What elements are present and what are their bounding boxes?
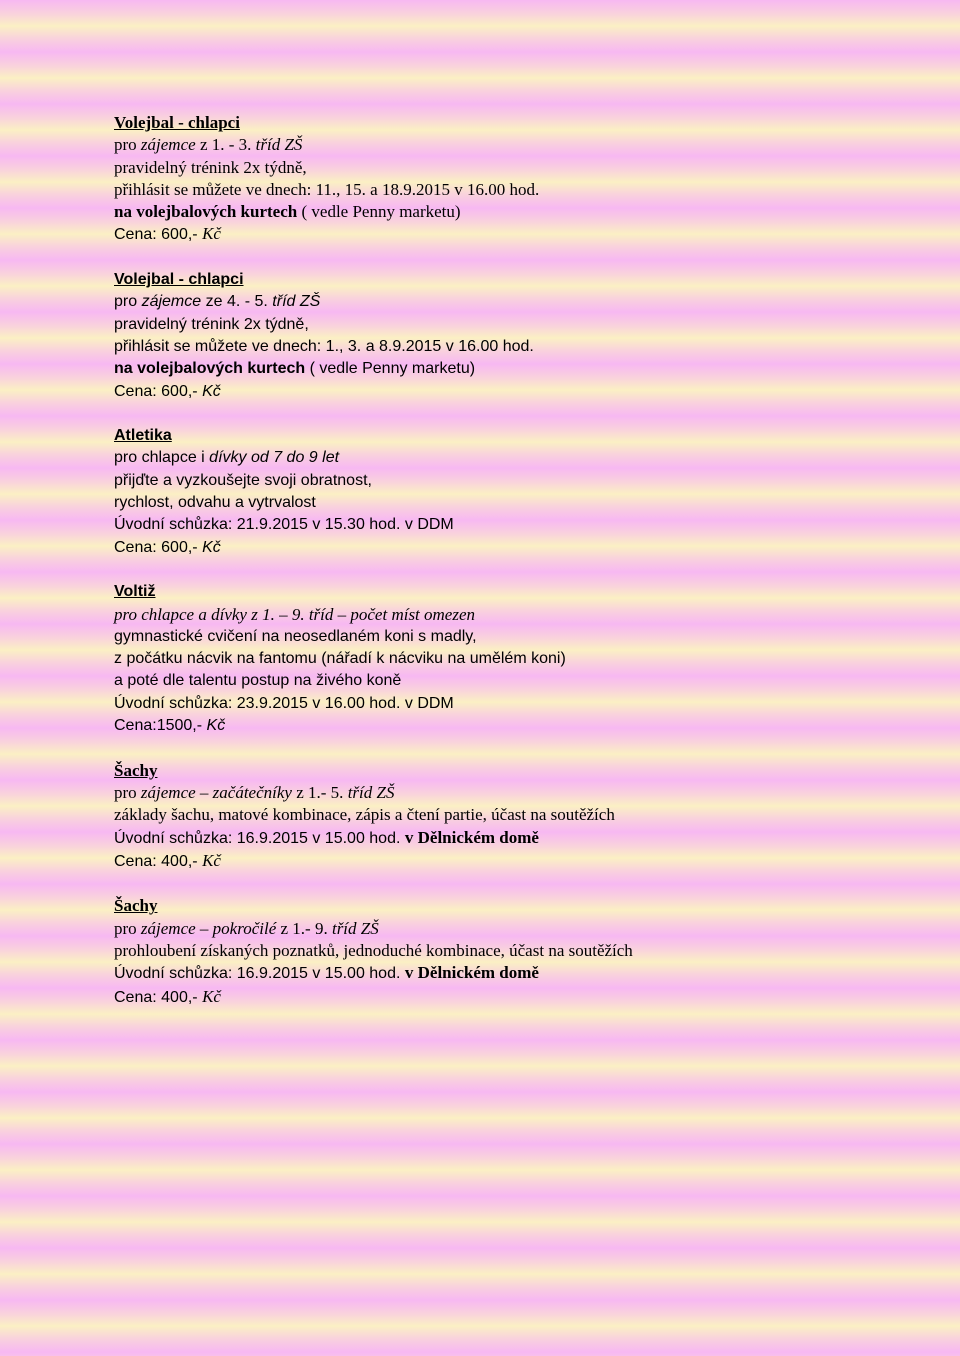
description-line: základy šachu, matové kombinace, zápis a čtení partie, účast na soutěžích	[114, 805, 615, 825]
section-heading: Volejbal - chlapci	[114, 113, 240, 132]
target-group: pro chlapce i dívky od 7 do 9 let	[114, 449, 340, 467]
section-sachy-beginners	[114, 760, 874, 873]
description-line: z počátku nácvik na fantomu (nářadí k nácviku na umělém koni)	[114, 650, 566, 668]
first-meeting: Úvodní schůzka: 16.9.2015 v 15.00 hod. v Dělnickém domě	[114, 827, 539, 847]
description-line: gymnastické cvičení na neosedlaném koni s madly,	[114, 627, 477, 645]
section-heading: Voltiž	[114, 583, 156, 601]
section-volejbal-4-5	[114, 269, 874, 403]
price: Cena: 400,- Kč	[114, 850, 221, 870]
section-heading: Šachy	[114, 760, 158, 780]
section-volejbal-1-3	[114, 112, 874, 247]
target-group: pro zájemce – pokročilé z 1.- 9. tříd ZŠ	[114, 918, 379, 938]
location: na volejbalových kurtech ( vedle Penny marketu)	[114, 202, 461, 222]
description-line: rychlost, odvahu a vytrvalost	[114, 494, 316, 512]
price: Cena: 600,- Kč	[114, 382, 221, 400]
description-line: prohloubení získaných poznatků, jednoduché kombinace, účast na soutěžích	[114, 940, 633, 960]
price: Cena: 400,- Kč	[114, 986, 221, 1006]
description-line: a poté dle talentu postup na živého koně	[114, 672, 402, 690]
training-frequency: pravidelný trénink 2x týdně,	[114, 315, 309, 333]
target-group: pro zájemce ze 4. - 5. tříd ZŠ	[114, 293, 321, 311]
target-group: pro chlapce a dívky z 1. – 9. tříd – počet míst omezen	[114, 604, 476, 624]
document-body	[114, 112, 874, 1031]
target-group: pro zájemce – začátečníky z 1.- 5. tříd ZŠ	[114, 782, 395, 802]
section-sachy-advanced	[114, 895, 874, 1008]
first-meeting: Úvodní schůzka: 21.9.2015 v 15.30 hod. v DDM	[114, 516, 454, 534]
section-heading: Šachy	[114, 896, 158, 916]
location: na volejbalových kurtech ( vedle Penny marketu)	[114, 360, 476, 378]
section-atletika	[114, 425, 874, 559]
training-frequency: pravidelný trénink 2x týdně,	[114, 157, 307, 177]
description-line: přijďte a vyzkoušejte svoji obratnost,	[114, 471, 372, 489]
signup-dates: přihlásit se můžete ve dnech: 1., 3. a 8.9.2015 v 16.00 hod.	[114, 337, 534, 355]
price: Cena:1500,- Kč	[114, 717, 226, 735]
target-group: pro zájemce z 1. - 3. tříd ZŠ	[114, 135, 303, 155]
price: Cena: 600,- Kč	[114, 224, 221, 244]
first-meeting: Úvodní schůzka: 23.9.2015 v 16.00 hod. v DDM	[114, 694, 454, 712]
section-heading: Atletika	[114, 427, 172, 445]
section-heading: Volejbal - chlapci	[114, 271, 244, 289]
section-voltiz	[114, 581, 874, 737]
price: Cena: 600,- Kč	[114, 538, 221, 556]
first-meeting: Úvodní schůzka: 16.9.2015 v 15.00 hod. v Dělnickém domě	[114, 963, 539, 983]
signup-dates: přihlásit se můžete ve dnech: 11., 15. a 18.9.2015 v 16.00 hod.	[114, 179, 540, 199]
